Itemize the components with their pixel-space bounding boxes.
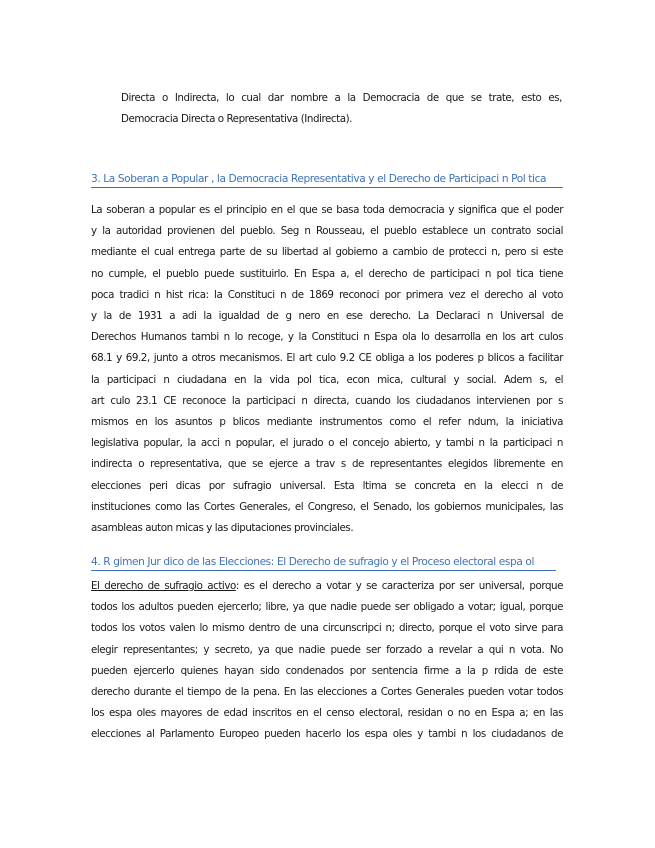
text-line: mediante el cual entrega parte de su libertad al gobierno a cambio de protecci n, pero si este — [91, 246, 563, 259]
intro-paragraph — [121, 88, 562, 130]
text-line: legislativa popular, la acci n popular, el jurado o el concejo abierto, y tambi n la participaci n — [91, 437, 563, 450]
text-line: elecciones peri dicas por sufragio universal. Esta ltima se concreta en la elecci n de — [91, 479, 563, 492]
text-line: asambleas auton micas y las diputaciones provinciales. — [91, 522, 354, 535]
text-line: y la de 1931 a adi la igualdad de g nero en ese derecho. La Declaraci n Universal de — [91, 310, 563, 323]
text-line: no cumple, el pueblo puede sustituirlo. En Espa a, el derecho de participaci n pol tica tiene — [91, 267, 563, 280]
text-line: Democracia Directa o Representativa (Indirecta). — [121, 113, 352, 126]
text-line: la participaci n ciudadana en la vida pol tica, econ mica, cultural y social. Adem s, el — [91, 373, 563, 386]
term-underlined: El derecho de sufragio activo — [91, 580, 236, 592]
text-line: y la autoridad provienen del pueblo. Seg n Rousseau, el pueblo establece un contrato social — [91, 225, 563, 238]
section-4-heading: 4. R gimen Jur dico de las Elecciones: El Derecho de sufragio y el Proceso electoral espa ol — [91, 555, 556, 571]
text-line: los espa oles mayores de edad inscritos en el censo electoral, residan o no en Espa a; en las — [91, 707, 563, 720]
text-line: 68.1 y 69.2, junto a otros mecanismos. El art culo 9.2 CE obliga a los poderes p blicos a facilitar — [91, 352, 563, 365]
text-line: derecho durante el tiempo de la pena. En las elecciones a Cortes Generales pueden votar todos — [91, 686, 563, 699]
text-line: instituciones como las Cortes Generales, el Congreso, el Senado, los gobiernos municipales, las — [91, 500, 563, 513]
text-line: art culo 23.1 CE reconoce la participaci n directa, cuando los ciudadanos intervienen por s — [91, 394, 563, 407]
section-4-paragraph — [91, 576, 563, 746]
section-3-paragraph — [91, 200, 563, 539]
text-line — [91, 576, 563, 597]
text-line: todos los adultos pueden ejercerlo; libre, ya que nadie puede ser obligado a votar; igual, porque — [91, 601, 563, 614]
text-line: elecciones al Parlamento Europeo pueden hacerlo los espa oles y tambi n los ciudadanos de — [91, 728, 563, 741]
section-3-heading: 3. La Soberan a Popular , la Democracia Representativa y el Derecho de Participaci n Pol tica — [91, 172, 563, 188]
text-line: La soberan a popular es el principio en el que se basa toda democracia y significa que el poder — [91, 204, 563, 216]
text-line: poca tradici n hist rica: la Constituci n de 1869 reconoci por primera vez el derecho al voto — [91, 288, 563, 301]
text-line: Directa o Indirecta, lo cual dar nombre a la Democracia de que se trate, esto es, — [121, 92, 562, 104]
text-line: indirecta o representativa, que se ejerce a trav s de representantes elegidos libremente en — [91, 458, 563, 471]
text-line: elegir representantes; y secreto, ya que nadie puede ser forzado a revelar a qui n vota. No — [91, 643, 563, 656]
text-line: todos los votos valen lo mismo dentro de una circunscripci n; directo, porque el voto sirve para — [91, 622, 563, 635]
text-line: Derechos Humanos tambi n lo recoge, y la Constituci n Espa ola lo desarrolla en los art culos — [91, 331, 563, 344]
text-fragment: : es el derecho a votar y se caracteriza por ser universal, porque — [235, 580, 563, 592]
text-line: pueden ejercerlo quienes hayan sido condenados por sentencia firme a la p rdida de este — [91, 664, 563, 677]
text-line: mismos en los asuntos p blicos mediante instrumentos como el refer ndum, la iniciativa — [91, 416, 563, 429]
